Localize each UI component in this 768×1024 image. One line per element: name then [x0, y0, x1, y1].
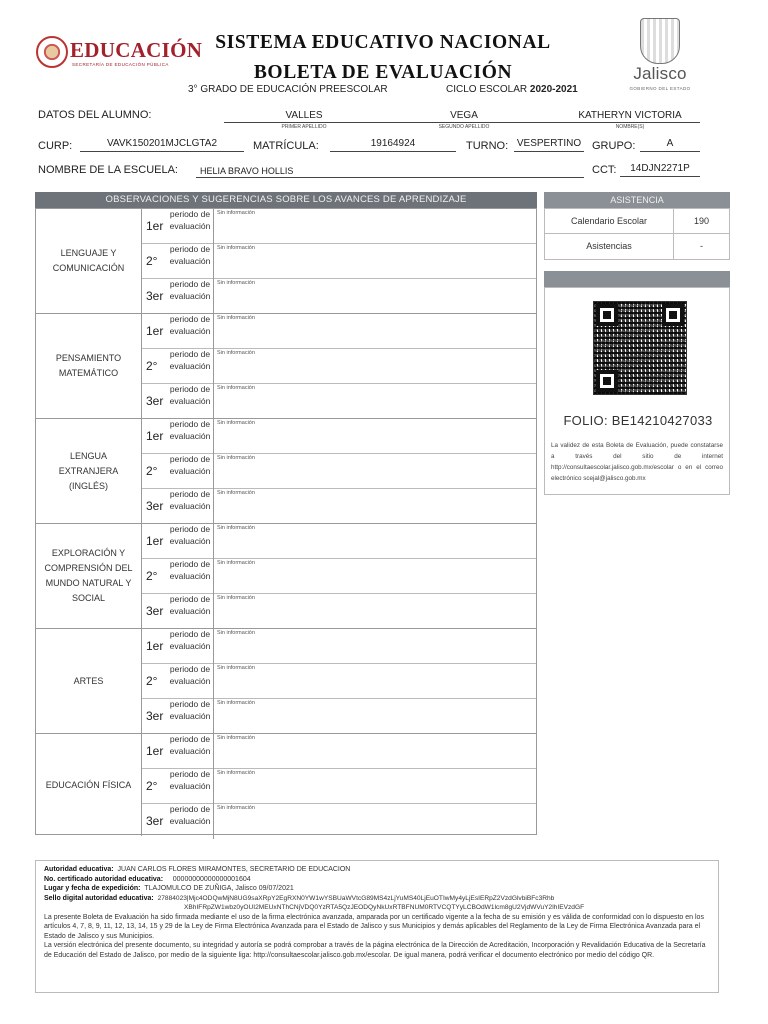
certificado-line — [44, 875, 710, 885]
evaluation-row — [142, 769, 536, 804]
qr-finder-icon — [596, 304, 618, 326]
period-number: 1er — [146, 324, 164, 338]
period-number: 1er — [146, 639, 164, 653]
cct-label: CCT: — [592, 164, 617, 176]
subject-name: EDUCACIÓN FÍSICA — [36, 734, 142, 836]
subject-block — [36, 314, 536, 419]
evaluation-row — [142, 664, 536, 699]
period-cell — [142, 524, 214, 559]
evaluation-row — [142, 244, 536, 279]
period-number: 2° — [146, 779, 158, 793]
footer-box — [35, 860, 719, 993]
observation-text: Sin información — [217, 490, 255, 496]
period-number: 1er — [146, 534, 164, 548]
subject-block — [36, 629, 536, 734]
curp-value: VAVK150201MJCLGTA2 — [80, 138, 244, 152]
period-text: periodo de evaluación — [169, 489, 211, 511]
subject-name: PENSAMIENTO MATEMÁTICO — [36, 314, 142, 418]
period-cell — [142, 244, 214, 279]
period-number: 2° — [146, 254, 158, 268]
observation-text: Sin información — [217, 595, 255, 601]
period-text: periodo de evaluación — [169, 244, 211, 266]
evaluation-row — [142, 629, 536, 664]
calendario-label: Calendario Escolar — [570, 216, 648, 226]
period-text: periodo de evaluación — [169, 559, 211, 581]
period-cell — [142, 454, 214, 489]
cct-value: 14DJN2271P — [620, 163, 700, 177]
period-text: periodo de evaluación — [169, 734, 211, 756]
period-cell — [142, 769, 214, 804]
turno-value: VESPERTINO — [514, 138, 584, 152]
observation-text: Sin información — [217, 350, 255, 356]
jalisco-logo — [618, 18, 702, 98]
lugar-line — [44, 884, 710, 894]
evaluation-row — [142, 489, 536, 524]
evaluation-row — [142, 314, 536, 349]
validez-text: La validez de esta Boleta de Evaluación, puede constatarse a través del sitio de internet http://consultaescolar.jalisco.gob.mx/escolar o en el correo electrónico scejal@jalisco.gob.mx — [551, 442, 723, 482]
period-cell — [142, 314, 214, 349]
observation-text: Sin información — [217, 245, 255, 251]
calendario-row — [545, 209, 729, 234]
curp-label: CURP: — [38, 140, 73, 152]
subject-name: LENGUA EXTRANJERA (INGLÉS) — [36, 419, 142, 523]
period-cell — [142, 279, 214, 314]
evaluation-row — [142, 349, 536, 384]
period-number: 3er — [146, 814, 164, 828]
subject-block — [36, 524, 536, 629]
period-cell — [142, 384, 214, 419]
datos-alumno-label: DATOS DEL ALUMNO: — [38, 109, 152, 121]
evaluation-row — [142, 454, 536, 489]
sello-value-1: 27884023|Mjc4ODQwMjN8UG9saXRpY2EgRXN0YW1wYSBUaWVtcG89MS4zLjYuMS40LjEuOTIwMy4yLjEsIERpZ2VzdGlvbiBFc3Rhb — [157, 894, 555, 902]
period-cell — [142, 804, 214, 839]
nombres-caption: NOMBRE(S) — [615, 124, 645, 130]
turno-label: TURNO: — [466, 140, 509, 152]
period-cell — [142, 489, 214, 524]
escuela-value: HELIA BRAVO HOLLIS — [200, 166, 294, 176]
period-number: 3er — [146, 499, 164, 513]
legal-text-1: La presente Boleta de Evaluación ha sido firmada mediante el uso de la firma electrónica avanzada, amparada por un certificado vigente a la fecha de su emisión y es válida de conformidad con lo dispuesto en los artículos 4, 7, 8, 9, 11, 12, 13, 14, 15 y 29 de la Ley de Firma Electrónica Avanzada para el Estado de Jalisco y sus Municipios y demás aplicables del Reglamento de la Ley de Firma Electrónica Avanzada para el Estado de Jalisco y sus Municipios. — [44, 913, 704, 940]
name-underline — [224, 122, 700, 123]
jalisco-logo-word: Jalisco — [633, 64, 687, 83]
qr-finder-icon — [662, 304, 684, 326]
lugar-value: TLAJOMULCO DE ZUÑIGA, Jalisco 09/07/2021 — [144, 885, 294, 892]
matricula-label: MATRÍCULA: — [253, 140, 319, 152]
evaluation-row — [142, 804, 536, 839]
observation-text: Sin información — [217, 770, 255, 776]
observation-text: Sin información — [217, 630, 255, 636]
period-number: 2° — [146, 674, 158, 688]
qr-finder-icon — [596, 370, 618, 392]
period-number: 1er — [146, 744, 164, 758]
qr-code-icon[interactable] — [593, 301, 687, 395]
period-number: 1er — [146, 429, 164, 443]
observation-text: Sin información — [217, 525, 255, 531]
grade-label: 3° GRADO DE EDUCACIÓN PREESCOLAR — [188, 84, 388, 95]
qr-panel — [544, 287, 730, 495]
period-text: periodo de evaluación — [169, 699, 211, 721]
period-number: 2° — [146, 569, 158, 583]
subject-name: ARTES — [36, 629, 142, 733]
observation-text: Sin información — [217, 700, 255, 706]
mexico-seal-icon — [36, 36, 68, 68]
period-cell — [142, 699, 214, 734]
observation-text: Sin información — [217, 210, 255, 216]
period-number: 3er — [146, 394, 164, 408]
period-number: 1er — [146, 219, 164, 233]
sep-logo-word: EDUCACIÓN — [70, 38, 203, 62]
evaluation-row — [142, 384, 536, 419]
evaluation-row — [142, 699, 536, 734]
evaluation-row — [142, 594, 536, 629]
title-line1: SISTEMA EDUCATIVO NACIONAL — [215, 32, 551, 53]
observation-text: Sin información — [217, 665, 255, 671]
observaciones-header: OBSERVACIONES Y SUGERENCIAS SOBRE LOS AVANCES DE APRENDIZAJE — [35, 192, 537, 208]
evaluation-row — [142, 419, 536, 454]
evaluation-row — [142, 524, 536, 559]
period-text: periodo de evaluación — [169, 629, 211, 651]
lugar-label: Lugar y fecha de expedición: — [44, 885, 141, 892]
asistencias-row — [545, 234, 729, 259]
period-cell — [142, 734, 214, 769]
nombres: KATHERYN VICTORIA — [578, 110, 682, 121]
escuela-underline — [196, 177, 584, 178]
legal-text-2: La versión electrónica del presente documento, su integridad y autoría se podrá comprobar a través de la página electrónica de la Dirección de Acreditación, Incorporación y Revalidación Educativa de la Secretaría de Educación del Estado de Jalisco, por medio de la siguiente liga: http://consultaescolar.jalisco.gob.mx/escolar. De igual manera, podrá verificar el documento electrónico por medio del código QR. — [44, 942, 706, 959]
period-text: periodo de evaluación — [169, 419, 211, 441]
grupo-label: GRUPO: — [592, 140, 636, 152]
segundo-apellido-caption: SEGUNDO APELLIDO — [438, 124, 490, 130]
period-text: periodo de evaluación — [169, 349, 211, 371]
period-cell — [142, 594, 214, 629]
period-text: periodo de evaluación — [169, 804, 211, 826]
asistencia-table — [544, 208, 730, 260]
period-text: periodo de evaluación — [169, 454, 211, 476]
matricula-value: 19164924 — [330, 138, 456, 152]
period-number: 3er — [146, 604, 164, 618]
period-text: periodo de evaluación — [169, 209, 211, 231]
observation-text: Sin información — [217, 560, 255, 566]
subject-name: EXPLORACIÓN Y COMPRENSIÓN DEL MUNDO NATURAL Y SOCIAL — [36, 524, 142, 628]
period-cell — [142, 419, 214, 454]
sello-label: Sello digital autoridad educativa: — [44, 894, 154, 902]
observaciones-table — [35, 208, 537, 835]
subject-name: LENGUAJE Y COMUNICACIÓN — [36, 209, 142, 313]
period-cell — [142, 209, 214, 244]
subject-block — [36, 419, 536, 524]
observation-text: Sin información — [217, 315, 255, 321]
period-number: 2° — [146, 464, 158, 478]
ciclo-escolar — [446, 84, 578, 95]
subject-block — [36, 734, 536, 836]
qr-panel-header — [544, 271, 730, 287]
primer-apellido-caption: PRIMER APELLIDO — [281, 124, 327, 130]
sep-logo-subtitle: SECRETARÍA DE EDUCACIÓN PÚBLICA — [72, 62, 169, 67]
observation-text: Sin información — [217, 385, 255, 391]
sello-value-2: XBhIFRpZW1wbz0yOUI2MEUxNThCNjVDQ0YzRTA5QzJEODQyNkUxRTBFNUM0RTVCQTYyLCBOdW1lcm8gU2VjdWVuY2lhIEVzdGF — [184, 904, 585, 911]
evaluation-row — [142, 734, 536, 769]
period-text: periodo de evaluación — [169, 279, 211, 301]
escuela-label: NOMBRE DE LA ESCUELA: — [38, 164, 178, 176]
jalisco-crest-icon — [640, 18, 680, 64]
evaluation-row — [142, 559, 536, 594]
observation-text: Sin información — [217, 455, 255, 461]
period-text: periodo de evaluación — [169, 594, 211, 616]
ciclo-label: CICLO ESCOLAR — [446, 84, 528, 95]
primer-apellido: VALLES — [285, 110, 323, 121]
asistencias-value: - — [673, 234, 729, 259]
period-cell — [142, 349, 214, 384]
autoridad-label: Autoridad educativa: — [44, 866, 114, 873]
certificado-value: 00000000000000001604 — [172, 875, 251, 883]
period-number: 3er — [146, 709, 164, 723]
evaluation-row — [142, 209, 536, 244]
autoridad-line — [44, 865, 710, 875]
observation-text: Sin información — [217, 280, 255, 286]
folio: FOLIO: BE14210427033 — [563, 413, 713, 428]
calendario-value: 190 — [673, 209, 729, 234]
ciclo-value: 2020-2021 — [529, 84, 578, 95]
grupo-value: A — [640, 138, 700, 152]
certificado-label: No. certificado autoridad educativa: — [44, 875, 164, 883]
period-text: periodo de evaluación — [169, 769, 211, 791]
period-cell — [142, 664, 214, 699]
subject-block — [36, 209, 536, 314]
title-line2: BOLETA DE EVALUACIÓN — [253, 62, 513, 83]
observation-text: Sin información — [217, 735, 255, 741]
jalisco-logo-subtitle: GOBIERNO DEL ESTADO — [629, 86, 691, 91]
observation-text: Sin información — [217, 420, 255, 426]
period-cell — [142, 629, 214, 664]
period-text: periodo de evaluación — [169, 524, 211, 546]
period-text: periodo de evaluación — [169, 314, 211, 336]
sello-line — [44, 894, 710, 904]
asistencia-header: ASISTENCIA — [544, 192, 730, 208]
period-number: 2° — [146, 359, 158, 373]
autoridad-value: JUAN CARLOS FLORES MIRAMONTES, SECRETARIO DE EDUCACION — [117, 866, 351, 873]
period-cell — [142, 559, 214, 594]
observation-text: Sin información — [217, 805, 255, 811]
period-text: periodo de evaluación — [169, 664, 211, 686]
evaluation-row — [142, 279, 536, 314]
period-number: 3er — [146, 289, 164, 303]
segundo-apellido: VEGA — [450, 110, 478, 121]
period-text: periodo de evaluación — [169, 384, 211, 406]
asistencias-label: Asistencias — [586, 241, 632, 251]
